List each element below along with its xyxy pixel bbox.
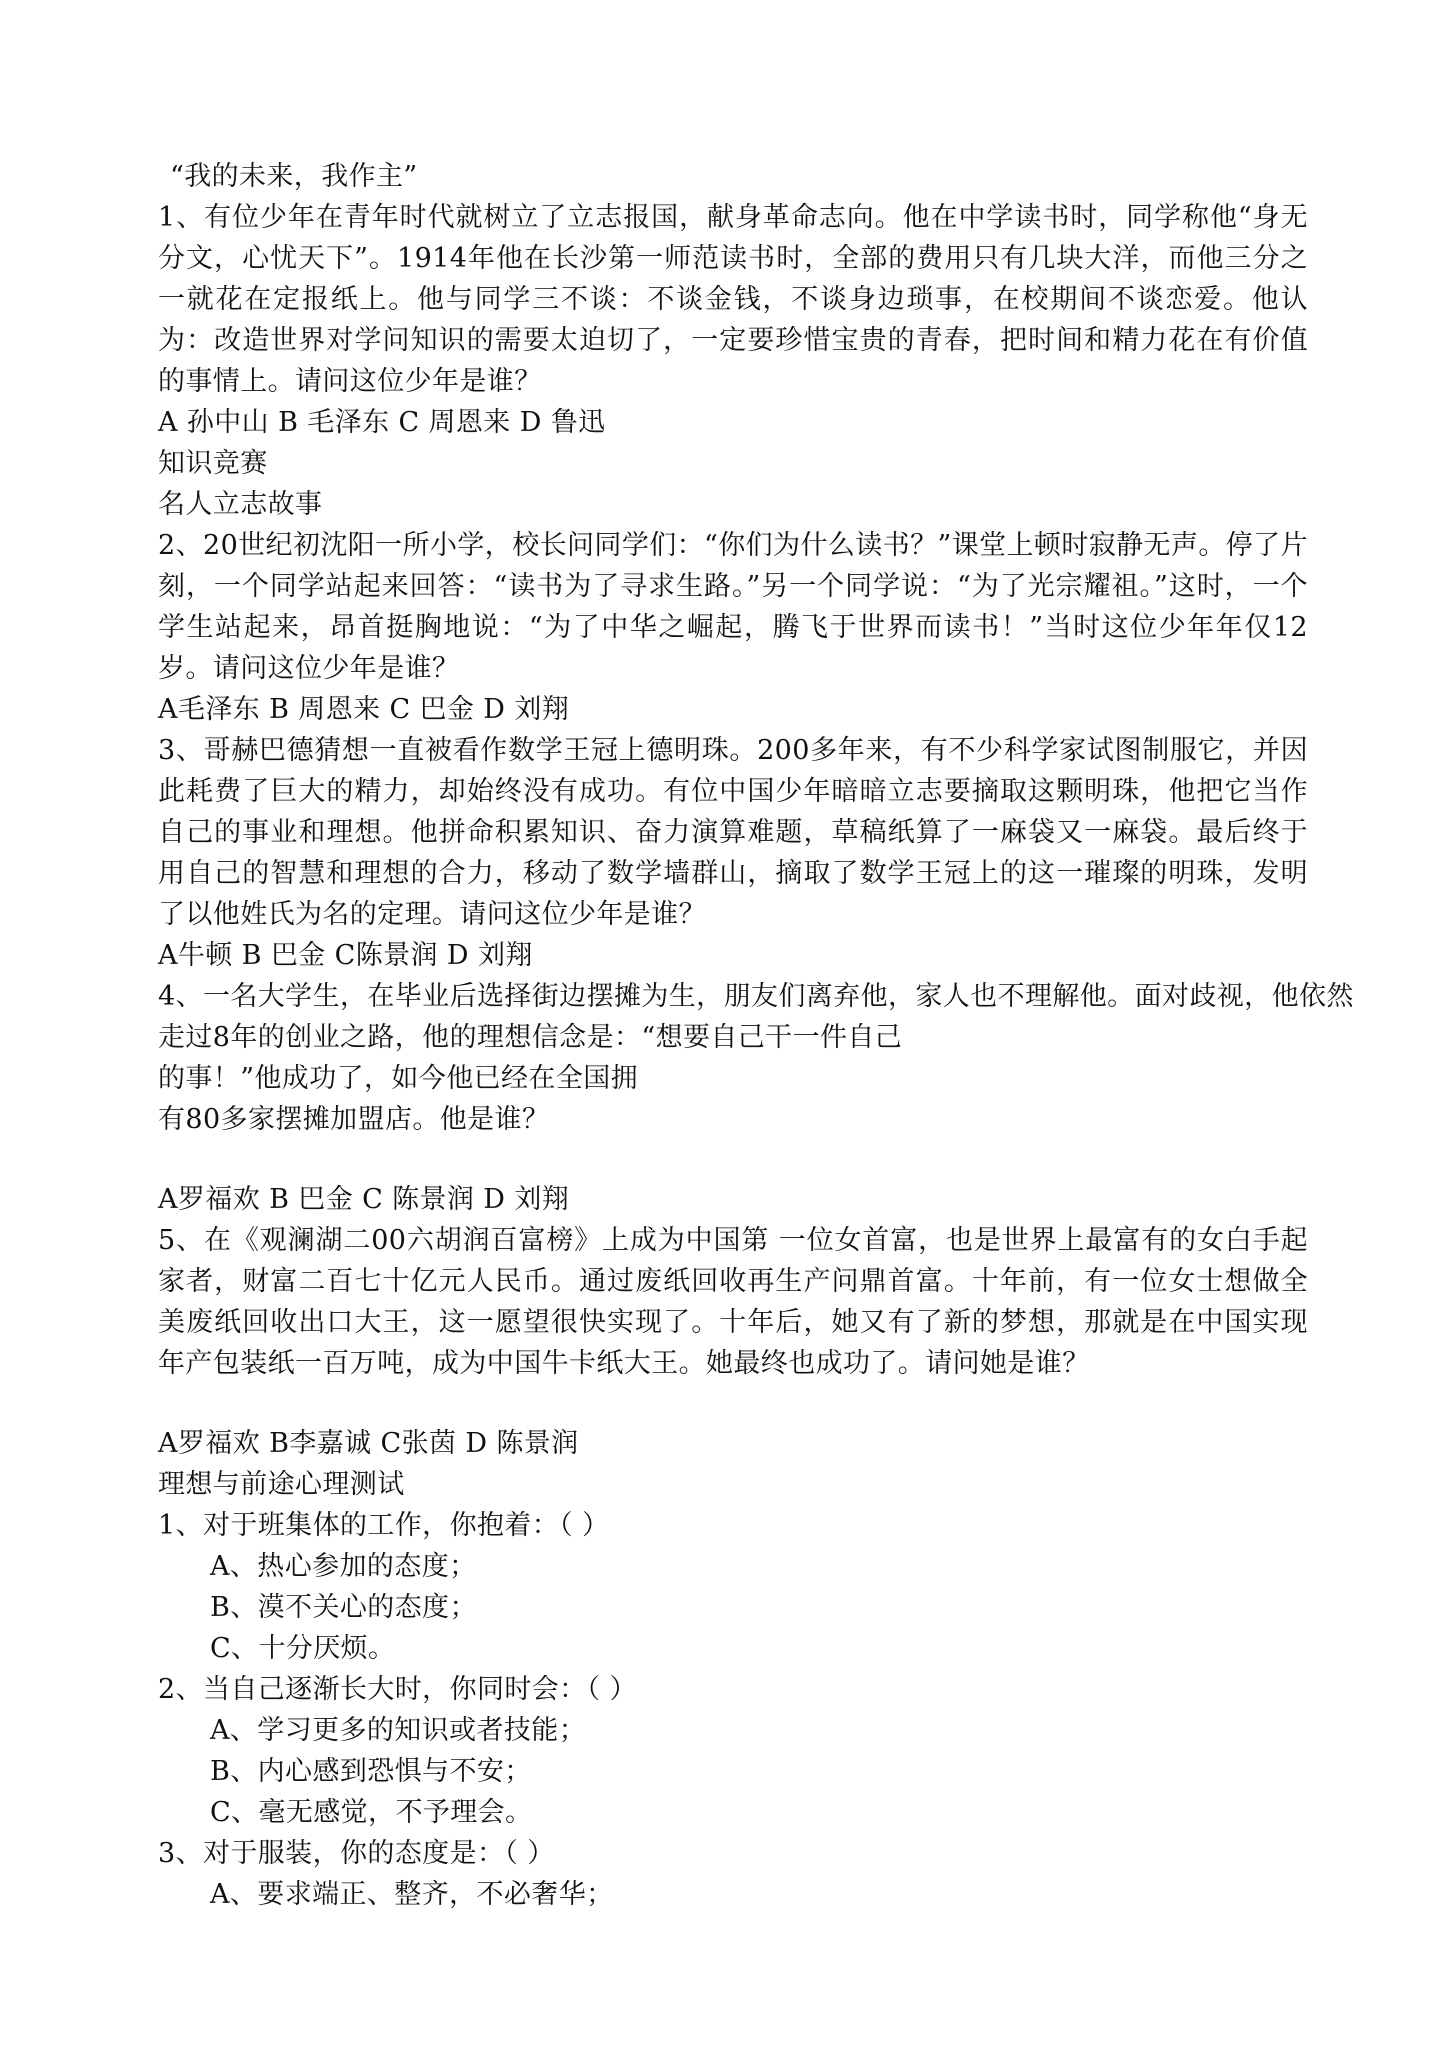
test-question-2-option-a: A、学习更多的知识或者技能； — [210, 1715, 587, 1746]
test-question-2-option-c: C、毫无感觉，不予理会。 — [210, 1797, 533, 1828]
question-4-line-3: 的事！”他成功了，如今他已经在全国拥 — [158, 1063, 639, 1094]
question-1: 1、有位少年在青年时代就树立了立志报国，献身革命志向。他在中学读书时，同学称他“身无分文，心忧天下”。1914年他在长沙第一师范读书时，全部的费用只有几块大洋，而他三分之一就花在定报纸上。他与同学三不谈：不谈金钱，不谈身边琐事，在校期间不谈恋爱。他认为：改造世界对学问知识的需要太迫切了，一定要珍惜宝贵的青春，把时间和精力花在有价值的事情上。请问这位少年是谁？ — [158, 202, 1308, 397]
test-question-1-option-a: A、热心参加的态度； — [210, 1551, 477, 1582]
question-5: 5、在《观澜湖二00六胡润百富榜》上成为中国第 一位女首富，也是世界上最富有的女白手起家者，财富二百七十亿元人民币。通过废纸回收再生产问鼎首富。十年前，有一位女士想做全美废纸回收出口大王，这一愿望很快实现了。十年后，她又有了新的梦想，那就是在中国实现年产包装纸一百万吨，成为中国牛卡纸大王。她最终也成功了。请问她是谁？ — [158, 1225, 1308, 1379]
question-2-options: A毛泽东 B 周恩来 C 巴金 D 刘翔 — [158, 694, 570, 725]
spacer — [158, 1140, 1308, 1179]
question-1-options: A 孙中山 B 毛泽东 C 周恩来 D 鲁迅 — [158, 407, 606, 438]
question-4-options: A罗福欢 B 巴金 C 陈景润 D 刘翔 — [158, 1184, 570, 1215]
question-2: 2、20世纪初沈阳一所小学，校长问同学们：“你们为什么读书？”课堂上顿时寂静无声。停了片刻，一个同学站起来回答：“读书为了寻求生路。”另一个同学说：“为了光宗耀祖。”这时，一个学生站起来，昂首挺胸地说：“为了中华之崛起，腾飞于世界而读书！”当时这位少年年仅12岁。请问这位少年是谁？ — [158, 530, 1308, 684]
question-3: 3、哥赫巴德猜想一直被看作数学王冠上德明珠。200多年来，有不少科学家试图制服它，并因此耗费了巨大的精力，却始终没有成功。有位中国少年暗暗立志要摘取这颗明珠，他把它当作自己的事业和理想。他拼命积累知识、奋力演算难题，草稿纸算了一麻袋又一麻袋。最后终于用自己的智慧和理想的合力，移动了数学墙群山，摘取了数学王冠上的这一璀璨的明珠，发明了以他姓氏为名的定理。请问这位少年是谁？ — [158, 735, 1308, 930]
test-question-2-option-b: B、内心感到恐惧与不安； — [210, 1756, 532, 1787]
question-4-line-1: 4、一名大学生，在毕业后选择街边摆摊为生，朋友们离弃他，家人也不理解他。面对歧视，他依然 — [158, 981, 1354, 1012]
test-question-1: 1、对于班集体的工作，你抱着：（ ） — [158, 1510, 610, 1541]
test-question-3: 3、对于服装，你的态度是：（ ） — [158, 1838, 555, 1869]
test-question-3-option-a: A、要求端正、整齐，不必奢华； — [210, 1879, 614, 1910]
test-question-1-option-b: B、漠不关心的态度； — [210, 1592, 477, 1623]
test-question-2: 2、当自己逐渐长大时，你同时会：（ ） — [158, 1674, 637, 1705]
document-body — [158, 156, 1354, 1915]
document-title: “我的未来，我作主” — [170, 161, 418, 192]
test-question-1-option-c: C、十分厌烦。 — [210, 1633, 396, 1664]
section-heading-stories: 名人立志故事 — [158, 489, 323, 520]
question-5-options: A罗福欢 B李嘉诚 C张茵 D 陈景润 — [158, 1428, 579, 1459]
section-heading-quiz: 知识竞赛 — [158, 448, 268, 479]
section-heading-test: 理想与前途心理测试 — [158, 1469, 405, 1500]
question-4-line-4: 有80多家摆摊加盟店。他是谁？ — [158, 1104, 550, 1135]
spacer — [158, 1384, 1308, 1423]
question-3-options: A牛顿 B 巴金 C陈景润 D 刘翔 — [158, 940, 533, 971]
question-4-line-2: 走过8年的创业之路，他的理想信念是：“想要自己干一件自己 — [158, 1022, 903, 1053]
